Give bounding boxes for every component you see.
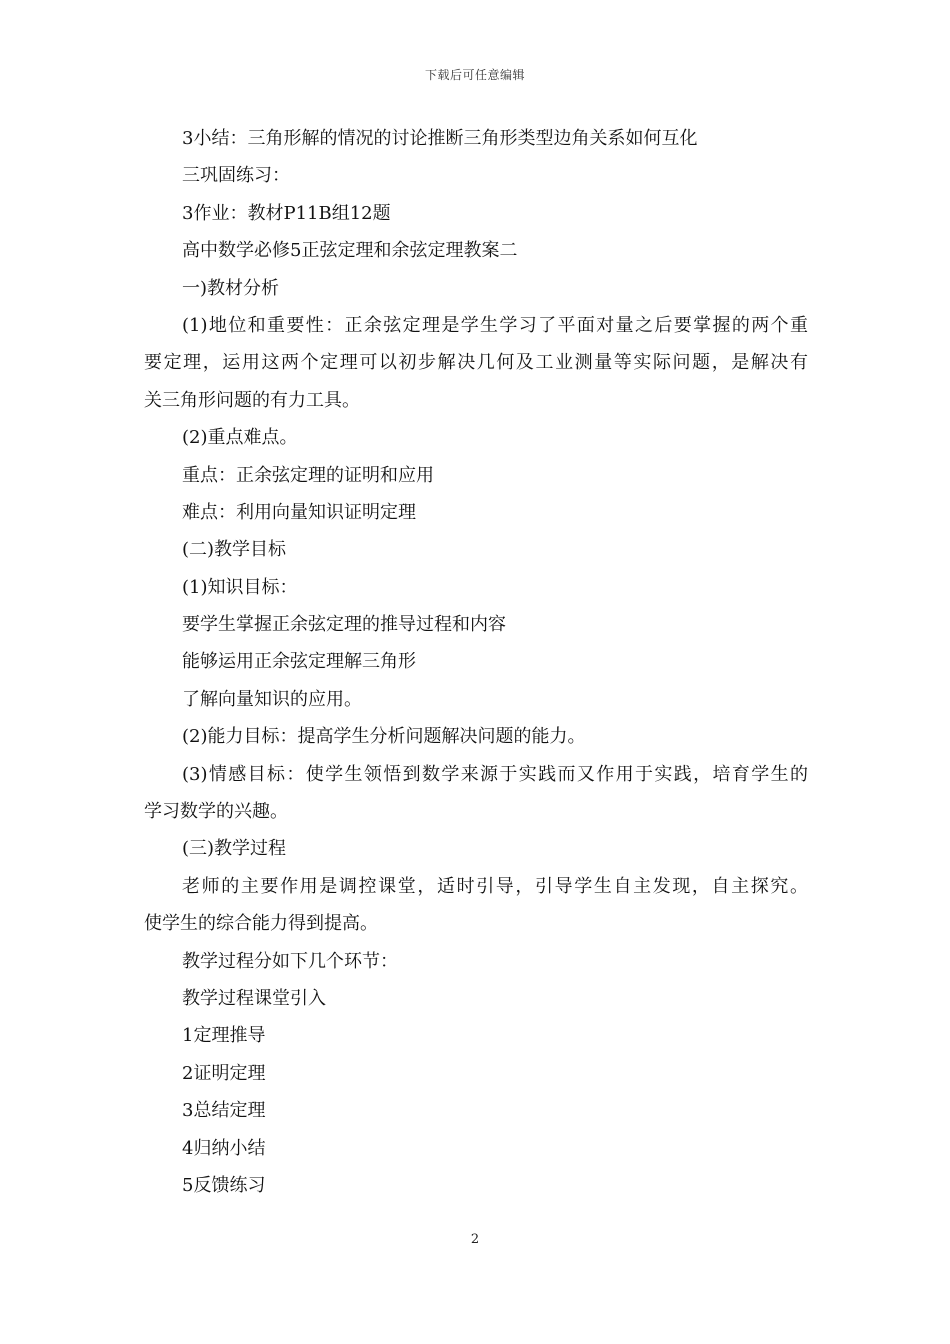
text-line: 使学生的综合能力得到提高。 [144, 913, 378, 935]
document-body [144, 120, 808, 1204]
text-line: (2)能力目标：提高学生分析问题解决问题的能力。 [182, 726, 586, 748]
text-line: 3小结：三角形解的情况的讨论推断三角形类型边角关系如何互化 [182, 128, 698, 149]
text-line: 要学生掌握正余弦定理的推导过程和内容 [182, 614, 506, 636]
text-line: 1定理推导 [182, 1025, 266, 1047]
text-line: (1)地位和重要性：正余弦定理是学生学习了平面对量之后要掌握的两个重 [182, 314, 808, 336]
text-line: 3总结定理 [182, 1100, 266, 1122]
text-line: 学习数学的兴趣。 [144, 801, 288, 823]
text-line: (1)知识目标： [182, 576, 298, 598]
text-line: 了解向量知识的应用。 [182, 688, 362, 710]
text-line: 老师的主要作用是调控课堂，适时引导，引导学生自主发现，自主探究。 [182, 875, 808, 897]
text-line: 关三角形问题的有力工具。 [144, 389, 360, 411]
text-line: (2)重点难点。 [182, 427, 298, 449]
text-line: 5反馈练习 [182, 1174, 266, 1196]
text-line: 教学过程分如下几个环节： [182, 950, 398, 972]
page-header: 下载后可任意编辑 [424, 68, 525, 82]
text-line: 难点：利用向量知识证明定理 [182, 501, 416, 523]
text-line: 高中数学必修5正弦定理和余弦定理教案二 [182, 240, 518, 262]
text-line: 能够运用正余弦定理解三角形 [182, 651, 416, 673]
text-line: 3作业：教材P11B组12题 [182, 202, 391, 224]
text-line: 一)教材分析 [182, 277, 280, 299]
text-line: 三巩固练习： [182, 165, 290, 187]
text-line: 4归纳小结 [182, 1137, 266, 1159]
text-line: (三)教学过程 [182, 838, 287, 860]
text-line: 2证明定理 [182, 1062, 266, 1084]
page-number: 2 [470, 1232, 480, 1247]
text-line: (3)情感目标：使学生领悟到数学来源于实践而又作用于实践，培育学生的 [182, 763, 808, 785]
text-line: (二)教学目标 [182, 539, 287, 561]
text-line: 重点：正余弦定理的证明和应用 [182, 464, 434, 486]
text-line: 教学过程课堂引入 [182, 987, 326, 1009]
text-line: 要定理，运用这两个定理可以初步解决几何及工业测量等实际问题，是解决有 [144, 352, 808, 374]
